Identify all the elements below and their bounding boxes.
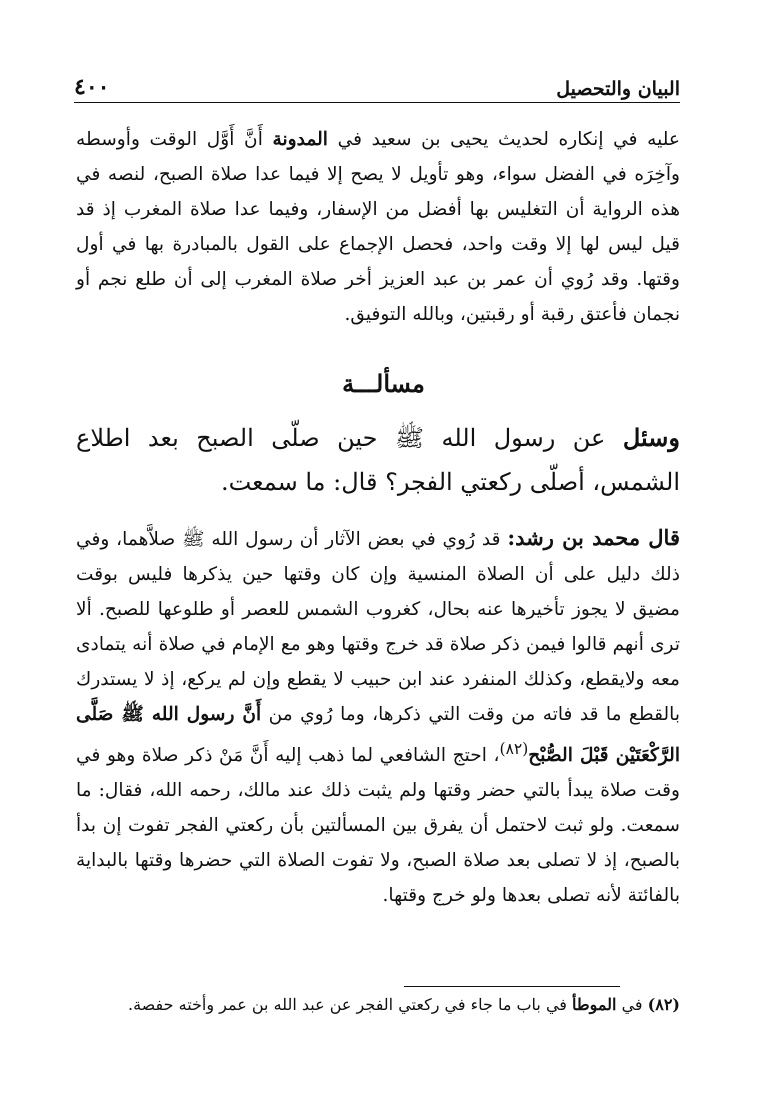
page-header (74, 70, 680, 100)
hadith-quote: أَنَّ رسول الله ﷺ صَلَّى الرَّكْعَتَيْن قَبْلَ الصُّبْح (76, 704, 680, 767)
footnote-text-a: في (616, 995, 648, 1014)
footnote-rule (404, 986, 620, 987)
paragraph-1 (76, 122, 680, 332)
footnote-source: الموطأ (572, 995, 617, 1014)
mudawwana-ref: المدونة (272, 129, 328, 150)
footnote-ref: (٨٢) (499, 740, 529, 758)
book-title: البيان والتحصيل (556, 78, 680, 100)
footnote-text-b: في باب ما جاء في ركعتي الفجر عن عبد الله بن عمر وأخته حفصة. (128, 995, 573, 1014)
commentary-text-a: قد رُوي في بعض الآثار أن رسول الله ﷺ صلاَّهما، وفي ذلك دليل على أن الصلاة المنسية وإن كان وقتها حين يذكرها فليس بوقت مضيق لا يجوز تأخيرها عنه بحال، كغروب الشمس للعصر أو طلوعها للصبح. ألا ترى أنهم قالوا فيمن ذكر صلاة قد خرج وقتها وهو مع الإمام في صلاة أنه يتمادى معه ولايقطع، وكذلك المنفرد عند ابن حبيب لا يقطع وإن لم يركع، إذ لا يستدرك بالقطع ما قد فاته من وقت التي ذكرها، وما رُوي من (76, 529, 680, 725)
paragraph-1-text-a: عليه في إنكاره لحديث يحيى بن سعيد في (327, 129, 680, 150)
section-heading: مسألـــة (342, 369, 425, 398)
footnote-number: (٨٢) (647, 995, 680, 1014)
commentary-text-b: ، احتج الشافعي لما ذهب إليه أَنَّ مَنْ ذكر صلاة وهو في وقت صلاة يبدأ بالتي حضر وقتها ولم يثبت ذلك عند مالك، رحمه الله، فقال: ما سمعت. ولو ثبت لاحتمل أن يفرق بين المسألتين بأن ركعتي الفجر تفوت إن بدأ بالصبح، إذ لا تصلى بعد صلاة الصبح، ولا تفوت الصلاة التي حضرها وقتها بالبداية بالفائتة لأنه تصلى بعدها ولو خرج وقتها. (76, 745, 680, 907)
commentary-lead: قال محمد بن رشد: (507, 525, 680, 550)
paragraph-1-text-b: أَنَّ أَوَّل الوقت وأوسطه وآخِرَه في الفضل سواء، وهو تأويل لا يصح إلا فيما عدا صلاة الصبح، لنصه في هذه الرواية أن التغليس بها أفضل من الإسفار، وفيما عدا صلاة المغرب إذ قد قيل ليس لها إلا وقت واحد، فحصل الإجماع على القول بالمبادرة بها في أول وقتها. وقد رُوي أن عمر بن عبد العزيز أخر صلاة المغرب إلى أن طلع نجم أو نجمان فأعتق رقبة أو رقبتين، وبالله التوفيق. (76, 129, 680, 325)
question-lead: وسئل (622, 423, 680, 452)
commentary-paragraph (76, 520, 680, 913)
question-paragraph (76, 416, 680, 504)
footnote (76, 990, 680, 1020)
header-rule (74, 102, 680, 103)
page-number: ٤٠٠ (74, 74, 110, 100)
question-text: عن رسول الله ﷺ حين صلّى الصبح بعد اطلاع الشمس، أصلّى ركعتي الفجر؟ قال: ما سمعت. (76, 424, 680, 496)
